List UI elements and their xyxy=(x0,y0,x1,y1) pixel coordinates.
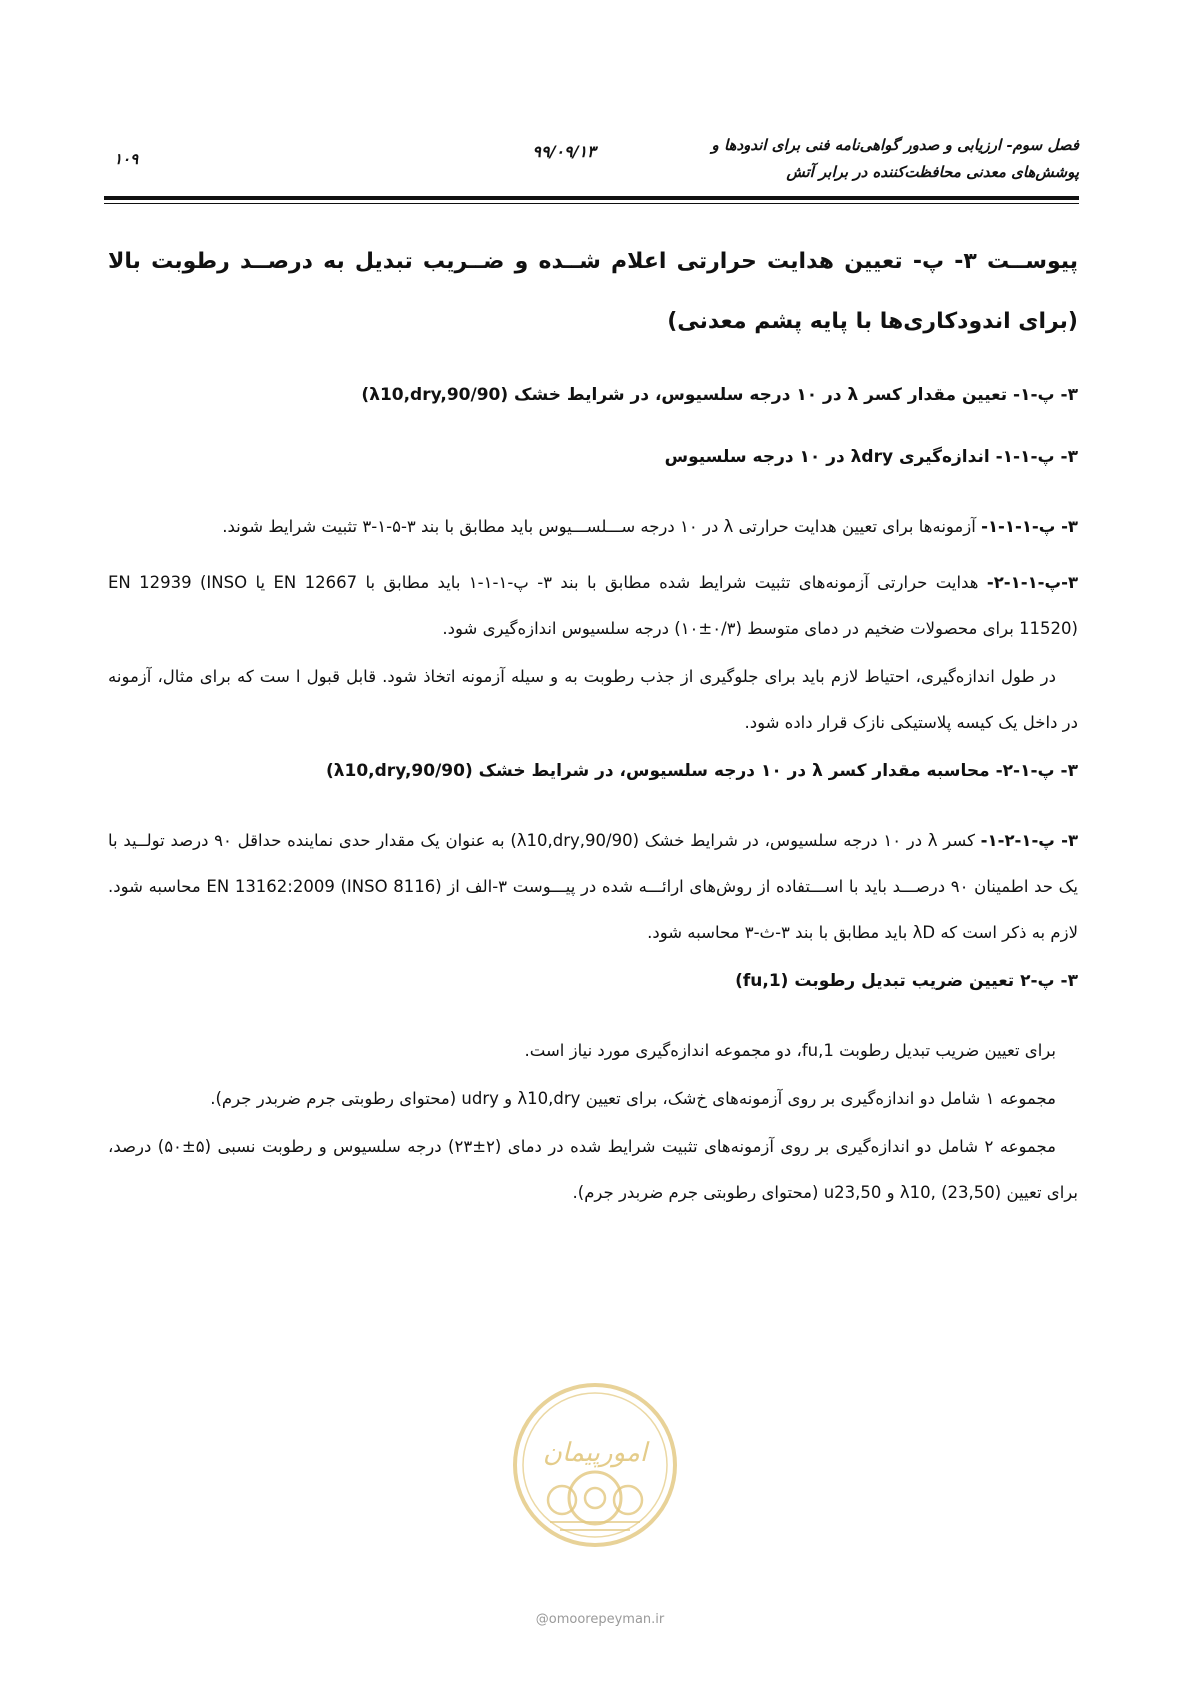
stamp-logo xyxy=(510,1380,680,1550)
section-heading-1: ۳- پ-۱- تعیین مقدار کسر λ در ۱۰ درجه سلسیوس، در شرایط خشک (λ10,dry,90/90) xyxy=(361,385,1078,405)
paragraph-label: ۳-پ-۱-۱-۲- xyxy=(986,573,1079,592)
section-heading-1-2: ۳- پ-۱-۲- محاسبه مقدار کسر λ در ۱۰ درجه سلسیوس، در شرایط خشک (λ10,dry,90/90) xyxy=(325,761,1078,781)
appendix-title: پیوســت ۳- پ- تعیین هدایت حرارتی اعلام شــده و ضــریب تبدیل به درصــد رطوبت بالا (برای اندودکاری‌ها با پایه پشم معدنی) xyxy=(108,249,1078,334)
section-heading-2: ۳- پ-۲ تعیین ضریب تبدیل رطوبت (fu,1) xyxy=(735,971,1078,991)
page-content xyxy=(108,232,1078,1226)
page-header xyxy=(104,128,1079,202)
paragraph-1-1-1 xyxy=(108,504,1078,550)
paragraph-text: آزمونه‌ها برای تعیین هدایت حرارتی λ در ۱۰ درجه ســـلســـیوس باید مطابق با بند ۳-۵-۱-۳ تثبیت شرایط شوند. xyxy=(222,517,982,536)
paragraph-note: در طول اندازه‌گیری، احتیاط لازم باید برای جلوگیری از جذب رطوبت به و سیله آزمونه اتخاذ شود. قابل قبول ا ست که برای مثال، آزمونه در داخل یک کیسه پلاستیکی نازک قرار داده شود. xyxy=(108,667,1078,732)
section-heading-1-1: ۳- پ-۱-۱- اندازه‌گیری λdry در ۱۰ درجه سلسیوس xyxy=(664,447,1078,467)
page-number: ۱۰۹ xyxy=(114,150,139,168)
chapter-title xyxy=(639,132,1079,186)
chapter-title-line1: فصل سوم- ارزیابی و صدور گواهی‌نامه فنی برای اندودها و xyxy=(711,136,1079,154)
header-rule-thin xyxy=(104,203,1079,204)
stamp-text: امورپیمان xyxy=(542,1438,648,1468)
header-rule-thick xyxy=(104,196,1079,200)
paragraph-2-c: مجموعه ۲ شامل دو اندازه‌گیری بر روی آزمونه‌های تثبیت شرایط شده در دمای (۲±۲۳) درجه سلسیوس و رطوبت نسبی (۵±۵۰) درصد، برای تعیین λ10, (23,50) و u23,50 (محتوای رطوبتی جرم ضربدر جرم). xyxy=(108,1137,1078,1202)
paragraph-1-2-1 xyxy=(108,818,1078,956)
paragraph-label: ۳- پ-۱-۲-۱- xyxy=(980,831,1079,850)
paragraph-2-b: مجموعه ۱ شامل دو اندازه‌گیری بر روی آزمونه‌های خ‌شک، برای تعیین λ10,dry و udry (محتوای رطوبتی جرم ضربدر جرم). xyxy=(210,1089,1056,1108)
paragraph-text: هدایت حرارتی آزمونه‌های تثبیت شرایط شده مطابق با بند ۳- پ-۱-۱-۱ باید مطابق با EN 12667 یا EN 12939 (INSO 11520) برای محصولات ضخیم در دمای متوسط (۰/۳±۱۰) درجه سلسیوس اندازه‌گیری شود. xyxy=(108,573,1078,638)
paragraph-text: کسر λ در ۱۰ درجه سلسیوس، در شرایط خشک (λ10,dry,90/90) به عنوان یک مقدار حدی نماینده حداقل ۹۰ درصد تولــید با یک حد اطمینان ۹۰ درصـــد باید با اســـتفاده از روش‌های ارائـــه شده در پیـــوست ۳-الف از EN 13162:2009 (INSO 8116) محاسبه شود. لازم به ذکر است که λD باید مطابق با بند ۳-ث-۳ محاسبه شود. xyxy=(108,831,1079,942)
paragraph-2-a: برای تعیین ضریب تبدیل رطوبت fu,1، دو مجموعه اندازه‌گیری مورد نیاز است. xyxy=(524,1041,1056,1060)
header-date: ۹۹/۰۹/۱۳ xyxy=(532,142,596,161)
paragraph-label: ۳- پ-۱-۱-۱- xyxy=(981,517,1078,536)
paragraph-1-1-2 xyxy=(108,560,1078,652)
watermark-handle: @omoorepeyman.ir xyxy=(535,1612,665,1627)
chapter-title-line2: پوشش‌های معدنی محافظت‌کننده در برابر آتش xyxy=(786,163,1079,181)
